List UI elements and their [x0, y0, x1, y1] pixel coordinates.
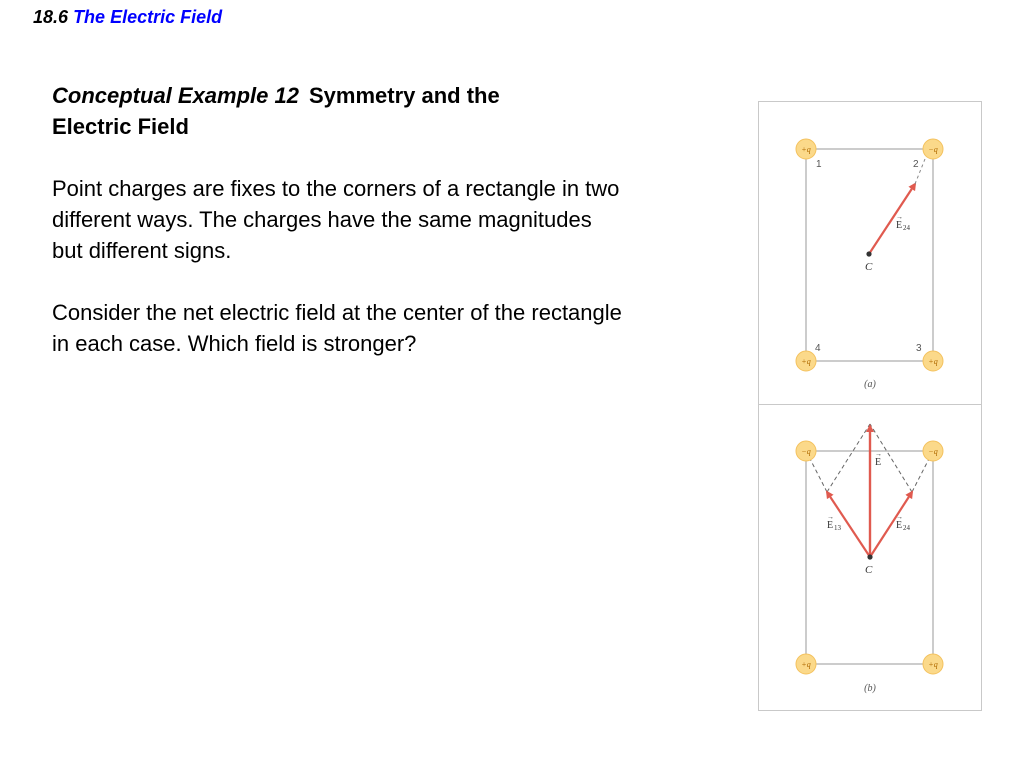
- charge-a-1-label: +q: [801, 145, 811, 154]
- figure-panel: [758, 101, 982, 711]
- net-field-symbol-b: E: [875, 457, 882, 468]
- charge-b-4: [796, 654, 816, 674]
- e24-vector-a: [869, 184, 915, 254]
- center-point-a: [866, 251, 871, 256]
- section-header: [33, 7, 222, 28]
- example-title-line2: Electric Field: [52, 114, 189, 139]
- charge-a-2-label: −q: [928, 145, 938, 154]
- corner-number-2: 2: [913, 159, 919, 170]
- charge-a-4: [796, 351, 816, 371]
- charge-a-3: [923, 351, 943, 371]
- e24-symbol-a: E: [896, 220, 903, 231]
- paragraph2-line2: in each case. Which field is stronger?: [52, 331, 417, 356]
- paragraph-description: [52, 173, 732, 266]
- charge-b-4-label: +q: [801, 660, 811, 669]
- example-heading: [52, 80, 732, 142]
- paragraph1-line1: Point charges are fixes to the corners of a rectangle in two: [52, 176, 620, 201]
- e24-label-a: [896, 213, 911, 232]
- paragraph-question: [52, 297, 732, 359]
- e13-subscript-b: 13: [834, 524, 841, 532]
- charge-a-1: [796, 139, 816, 159]
- charge-b-2: [923, 441, 943, 461]
- e24-subscript-a: 24: [903, 224, 910, 232]
- charge-b-3-label: +q: [928, 660, 938, 669]
- charge-b-1-label: −q: [801, 447, 811, 456]
- center-point-b: [867, 554, 872, 559]
- charge-a-2: [923, 139, 943, 159]
- charge-b-1: [796, 441, 816, 461]
- vector-arrow-a: →: [896, 213, 903, 221]
- section-title: The Electric Field: [73, 7, 223, 27]
- paragraph1-line3: but different signs.: [52, 238, 232, 263]
- paragraph2-line1: Consider the net electric field at the center of the rectangle: [52, 300, 622, 325]
- figure-a: [796, 139, 943, 390]
- charge-a-4-label: +q: [801, 357, 811, 366]
- caption-b: (b): [864, 683, 876, 694]
- e13-symbol-b: E: [827, 520, 834, 531]
- example-label: Conceptual Example 12: [52, 83, 299, 108]
- corner-number-4: 4: [815, 343, 821, 354]
- vector-arrow-b-net: →: [875, 450, 882, 458]
- example-title-line1: Symmetry and the: [308, 83, 500, 108]
- charge-a-3-label: +q: [928, 357, 938, 366]
- net-field-label-b: [875, 450, 882, 468]
- example-content: [52, 80, 732, 359]
- charge-b-2-label: −q: [928, 447, 938, 456]
- figure-b: [796, 424, 943, 694]
- e24-subscript-b: 24: [903, 524, 910, 532]
- center-label-b: C: [865, 564, 873, 576]
- figure-diagram: [759, 102, 981, 710]
- vector-arrow-b-13: →: [827, 513, 834, 521]
- e13-label-b: [827, 513, 842, 532]
- dashed-line-3: [827, 424, 870, 492]
- corner-number-3: 3: [916, 343, 922, 354]
- e24-label-b: [896, 513, 911, 532]
- center-label-a: C: [865, 261, 873, 273]
- corner-number-1: 1: [816, 159, 822, 170]
- charge-b-3: [923, 654, 943, 674]
- paragraph1-line2: different ways. The charges have the same magnitudes: [52, 207, 592, 232]
- section-number: 18.6: [33, 7, 69, 27]
- vector-arrow-b-24: →: [896, 513, 903, 521]
- caption-a: (a): [864, 379, 876, 390]
- e24-symbol-b: E: [896, 520, 903, 531]
